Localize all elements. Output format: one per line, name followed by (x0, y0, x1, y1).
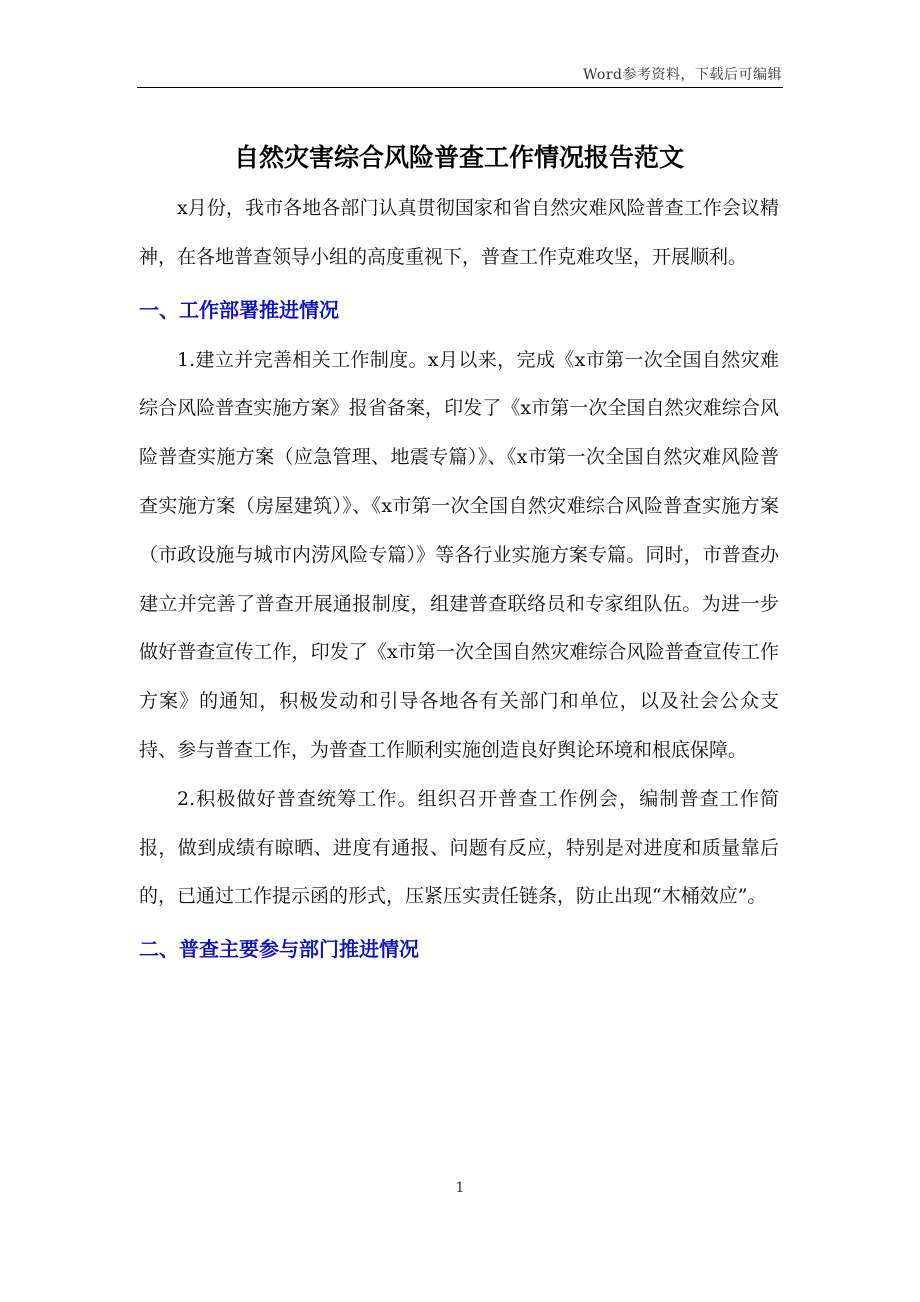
header-note: Word参考资料，下载后可编辑 (582, 67, 782, 83)
intro-paragraph: x月份，我市各地各部门认真贯彻国家和省自然灾难风险普查工作会议精神，在各地普查领导小组的高度重视下，普查工作克难攻坚，开展顺利。 (139, 197, 779, 268)
page-number: 1 (455, 1180, 465, 1196)
section1-paragraph-2: 2.积极做好普查统筹工作。组织召开普查工作例会，编制普查工作简报，做到成绩有晾晒、进度有通报、问题有反应，特别是对进度和质量靠后的，已通过工作提示函的形式，压紧压实责任链条，防止出现“木桶效应”。 (139, 787, 779, 908)
document-body (139, 130, 779, 975)
header-rule (137, 87, 783, 88)
document-title: 自然灾害综合风险普查工作情况报告范文 (233, 143, 684, 172)
section1-paragraph-1: 1.建立并完善相关工作制度。x月以来，完成《x市第一次全国自然灾难综合风险普查实施方案》报省备案，印发了《x市第一次全国自然灾难综合风险普查实施方案（应急管理、地震专篇）》、《x市第一次全国自然灾难风险普查实施方案（房屋建筑）》、《x市第一次全国自然灾难综合风险普查实施方案（市政设施与城市内涝风险专篇）》等各行业实施方案专篇。同时，市普查办建立并完善了普查开展通报制度，组建普查联络员和专家组队伍。为进一步做好普查宣传工作，印发了《x市第一次全国自然灾难综合风险普查宣传工作方案》的通知，积极发动和引导各地各有关部门和单位，以及社会公众支持、参与普查工作，为普查工作顺利实施创造良好舆论环境和根底保障。 (139, 348, 779, 761)
section-heading-1: 一、工作部署推进情况 (139, 297, 339, 322)
section-heading-2: 二、普查主要参与部门推进情况 (139, 937, 419, 962)
